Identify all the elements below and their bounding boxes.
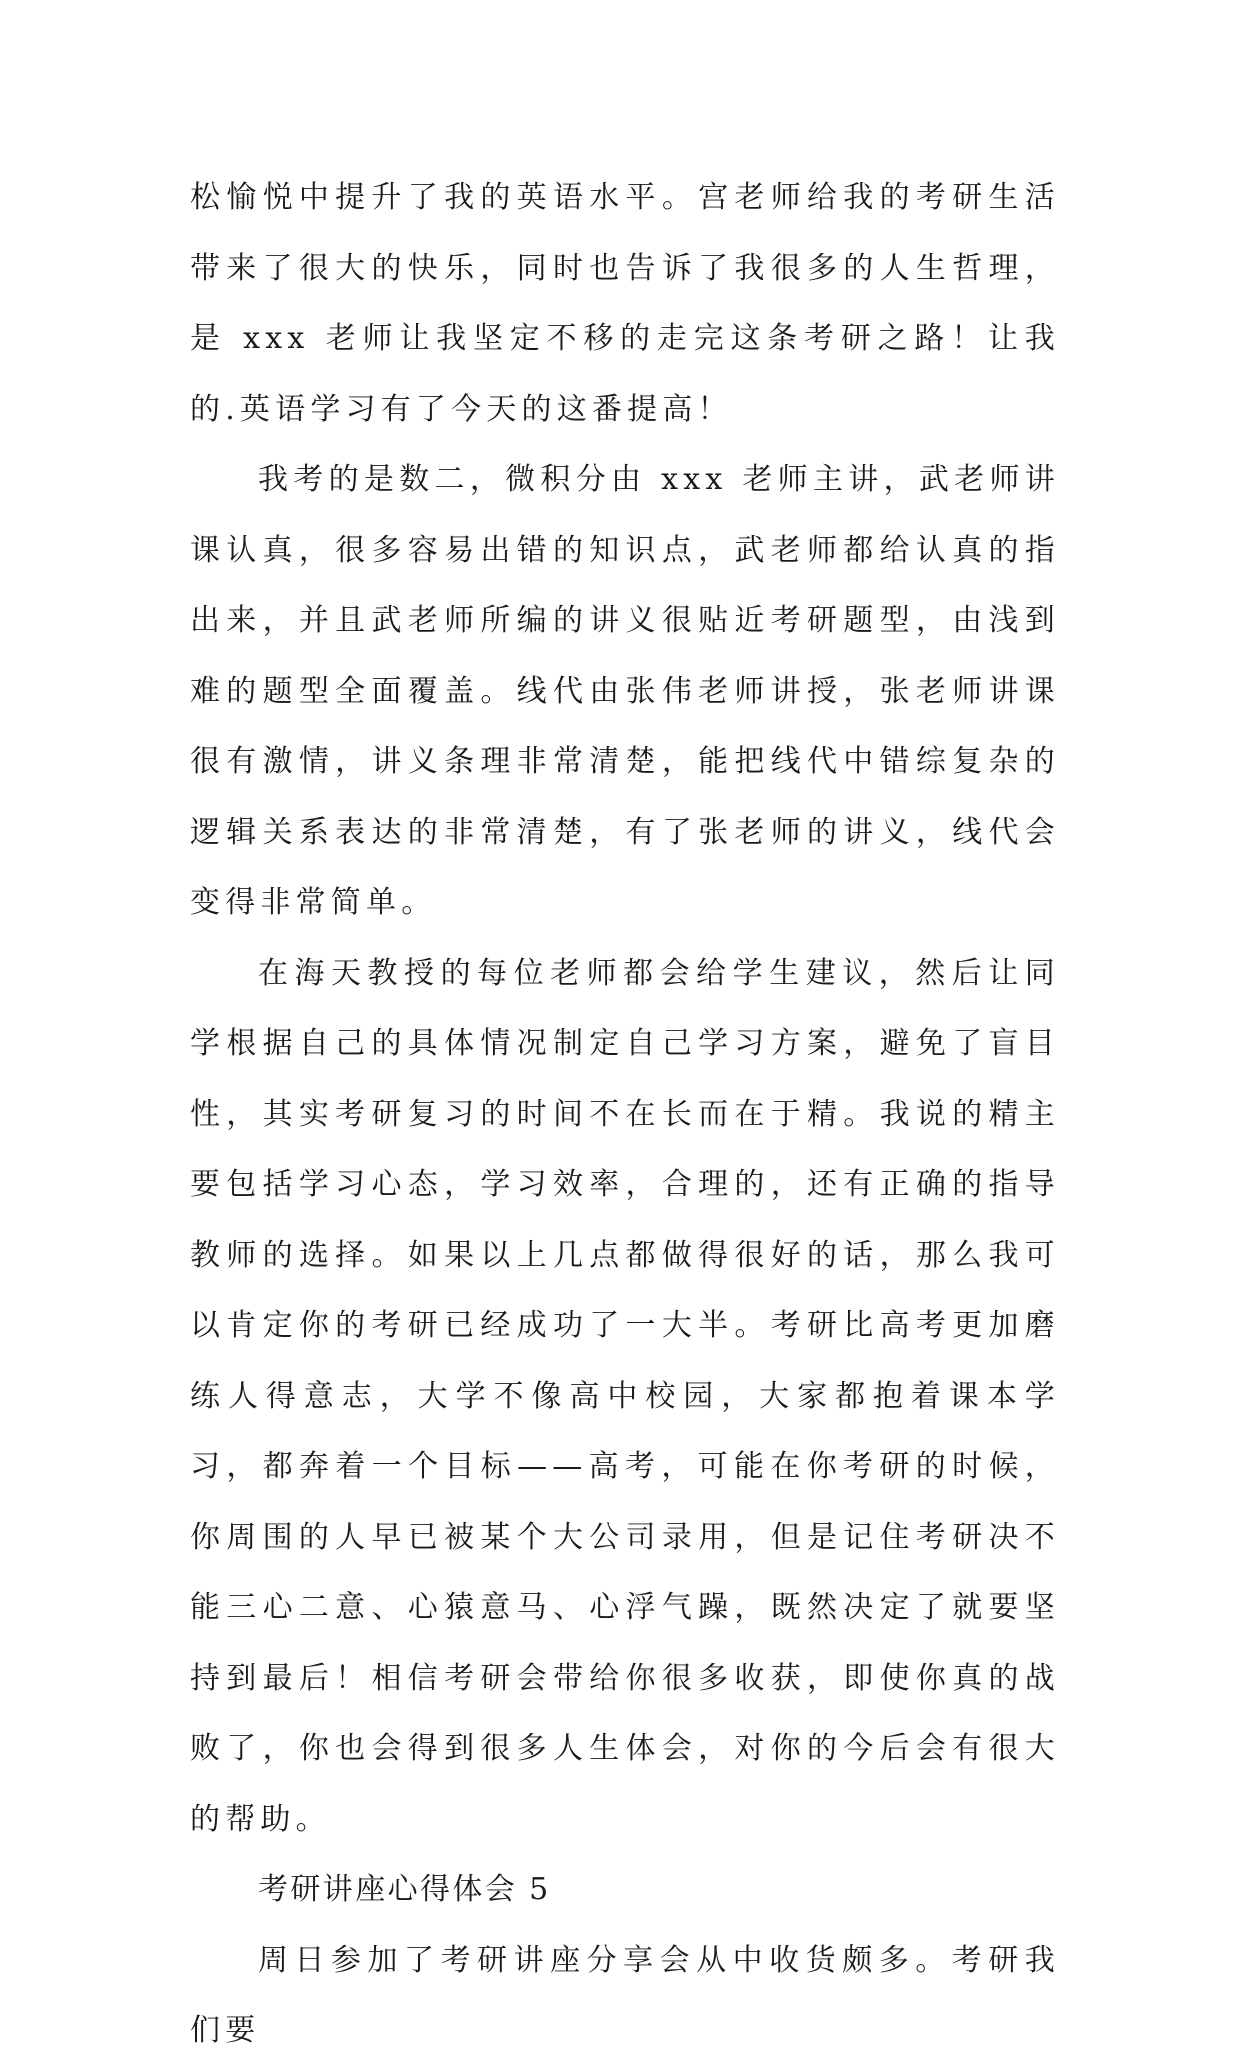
- paragraph-advice: 在海天教授的每位老师都会给学生建议，然后让同学根据自己的具体情况制定自己学习方案，避免了盲目性，其实考研复习的时间不在长而在于精。我说的精主要包括学习心态，学习效率，合理的，还有正确的指导教师的选择。如果以上几点都做得很好的话，那么我可以肯定你的考研已经成功了一大半。考研比高考更加磨练人得意志，大学不像高中校园，大家都抱着课本学习，都奔着一个目标——高考，可能在你考研的时候，你周围的人早已被某个大公司录用，但是记住考研决不能三心二意、心猿意马、心浮气躁，既然决定了就要坚持到最后！相信考研会带给你很多收获，即使你真的战败了，你也会得到很多人生体会，对你的今后会有很大的帮助。: [190, 955, 1060, 1837]
- document-page: [190, 163, 1060, 2067]
- paragraph-math-teachers: 我考的是数二，微积分由 xxx 老师主讲，武老师讲课认真，很多容易出错的知识点，武老师都给认真的指出来，并且武老师所编的讲义很贴近考研题型，由浅到难的题型全面覆盖。线代由张伟老师讲授，张老师讲课很有激情，讲义条理非常清楚，能把线代中错综复杂的逻辑关系表达的非常清楚，有了张老师的讲义，线代会变得非常简单。: [190, 462, 1060, 920]
- section-heading: 考研讲座心得体会 5: [258, 1872, 551, 1907]
- paragraph-english-teacher: 松愉悦中提升了我的英语水平。宫老师给我的考研生活带来了很大的快乐，同时也告诉了我很多的人生哲理，是 xxx 老师让我坚定不移的走完这条考研之路！让我的.英语学习有了今天的这番提高！: [190, 180, 1060, 427]
- paragraph-lecture-intro: 周日参加了考研讲座分享会从中收货颇多。考研我们要: [190, 1942, 1060, 2048]
